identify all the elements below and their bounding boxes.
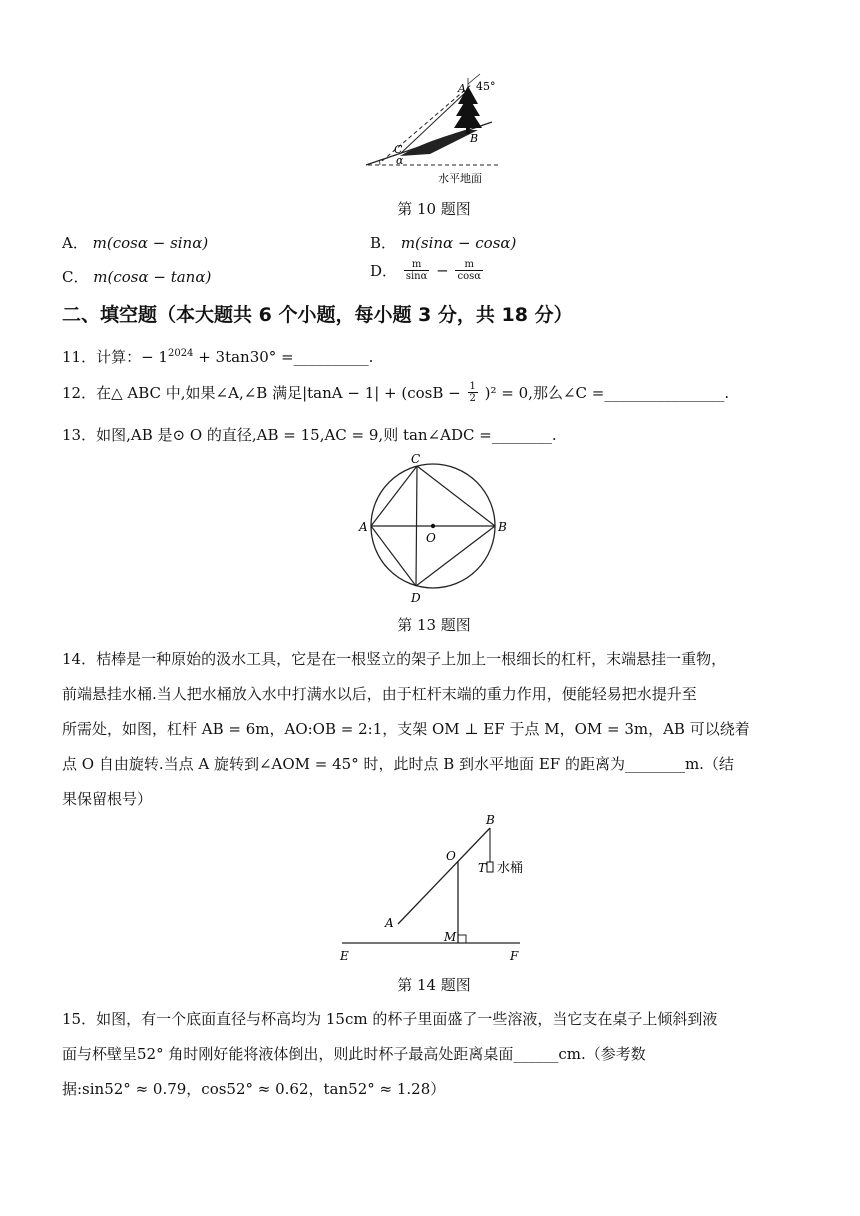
q11-post: + 3tan30° =__________. bbox=[193, 348, 374, 366]
figure-14-lever bbox=[336, 812, 536, 966]
q10-option-c-text: m(cosα − tanα) bbox=[93, 268, 212, 286]
q10-option-b[interactable] bbox=[370, 232, 516, 253]
section-2-title: 二、填空题（本大题共 6 个小题，每小题 3 分，共 18 分） bbox=[62, 304, 573, 326]
q10-option-a-letter: A． bbox=[62, 234, 88, 252]
fraction-denominator: sinα bbox=[405, 271, 428, 282]
fig14-label-O: O bbox=[446, 849, 456, 863]
figure-14-caption: 第 14 题图 bbox=[397, 976, 471, 994]
q12-post: )² = 0,那么∠C =________________. bbox=[484, 384, 730, 402]
q15-line-3: 据:sin52° ≈ 0.79，cos52° ≈ 0.62，tan52° ≈ 1.28） bbox=[62, 1080, 446, 1098]
fig10-label-ground: 水平地面 bbox=[438, 172, 482, 185]
q12-fraction bbox=[468, 381, 478, 404]
q11-pre: 11．计算：− 1 bbox=[62, 348, 168, 366]
q14-line-2: 前端悬挂水桶.当人把水桶放入水中打满水以后，由于杠杆末端的重力作用，便能轻易把水提升至 bbox=[62, 685, 697, 703]
fig14-label-E: E bbox=[340, 949, 349, 963]
fig13-label-B: B bbox=[498, 520, 507, 534]
q14-line-1: 14．桔棒是一种原始的汲水工具，它是在一根竖立的架子上加上一根细长的杠杆，末端悬挂一重物， bbox=[62, 650, 727, 668]
fig13-label-O: O bbox=[426, 531, 436, 545]
q10-option-d-fraction-2 bbox=[455, 259, 483, 282]
fig14-label-M: M bbox=[444, 930, 457, 944]
q10-option-d-letter: D． bbox=[370, 262, 398, 280]
question-14 bbox=[62, 642, 832, 817]
q10-option-b-letter: B． bbox=[370, 234, 397, 252]
fig10-label-alpha: α bbox=[396, 154, 404, 167]
q10-option-c[interactable] bbox=[62, 266, 211, 287]
fig14-label-bucket: 水桶 bbox=[497, 861, 524, 876]
question-12 bbox=[62, 381, 729, 404]
q10-option-d-fraction-1 bbox=[404, 259, 430, 282]
q12-pre: 12．在△ ABC 中,如果∠A,∠B 满足|tanA − 1| + (cosB − bbox=[62, 384, 461, 402]
fig13-label-A: A bbox=[359, 520, 368, 534]
fig14-label-A: A bbox=[385, 916, 394, 930]
fig13-label-C: C bbox=[411, 452, 421, 466]
fraction-denominator: 2 bbox=[469, 393, 476, 404]
q10-option-a-text: m(cosα − sinα) bbox=[92, 234, 209, 252]
fig14-label-F: F bbox=[510, 949, 519, 963]
figure-13-circle bbox=[356, 452, 512, 610]
figure-10-caption: 第 10 题图 bbox=[397, 200, 471, 218]
q14-line-5: 果保留根号） bbox=[62, 790, 153, 808]
fig14-label-T: T bbox=[478, 861, 487, 875]
fraction-denominator: cosα bbox=[457, 271, 481, 282]
q10-option-d[interactable] bbox=[370, 259, 485, 282]
q15-line-1: 15．如图，有一个底面直径与杯高均为 15cm 的杯子里面盛了一些溶液，当它支在桌子上倾斜到液 bbox=[62, 1010, 718, 1028]
question-15 bbox=[62, 1002, 832, 1107]
figure-13-caption: 第 13 题图 bbox=[397, 616, 471, 634]
question-13: 13．如图,AB 是⊙ O 的直径,AB = 15,AC = 9,则 tan∠ADC =________. bbox=[62, 426, 557, 444]
q11-exponent: 2024 bbox=[167, 348, 194, 359]
fig10-label-angle: 45° bbox=[476, 80, 496, 93]
fraction-numerator: 1 bbox=[469, 381, 476, 392]
q10-option-a[interactable] bbox=[62, 232, 208, 253]
q10-option-c-letter: C． bbox=[62, 268, 89, 286]
q10-option-d-minus: − bbox=[436, 261, 449, 280]
fig14-label-B: B bbox=[486, 813, 495, 827]
q14-line-4: 点 O 自由旋转.当点 A 旋转到∠AOM = 45° 时，此时点 B 到水平地面 EF 的距离为________m.（结 bbox=[62, 755, 734, 773]
fig13-label-D: D bbox=[411, 591, 421, 605]
fig10-label-B: B bbox=[470, 132, 479, 145]
question-11 bbox=[62, 346, 373, 367]
figure-10-slope-tree bbox=[360, 72, 510, 190]
q10-option-b-text: m(sinα − cosα) bbox=[400, 234, 517, 252]
fig10-label-C: C bbox=[394, 143, 403, 156]
q15-line-2: 面与杯壁呈52° 角时刚好能将液体倒出，则此时杯子最高处距离桌面______cm.（参考数 bbox=[62, 1045, 646, 1063]
q14-line-3: 所需处，如图，杠杆 AB = 6m，AO:OB = 2:1，支架 OM ⊥ EF 于点 M，OM = 3m，AB 可以绕着 bbox=[62, 720, 750, 738]
fraction-numerator: m bbox=[404, 259, 430, 271]
fraction-numerator: m bbox=[455, 259, 483, 271]
fig10-label-A: A bbox=[458, 82, 466, 95]
